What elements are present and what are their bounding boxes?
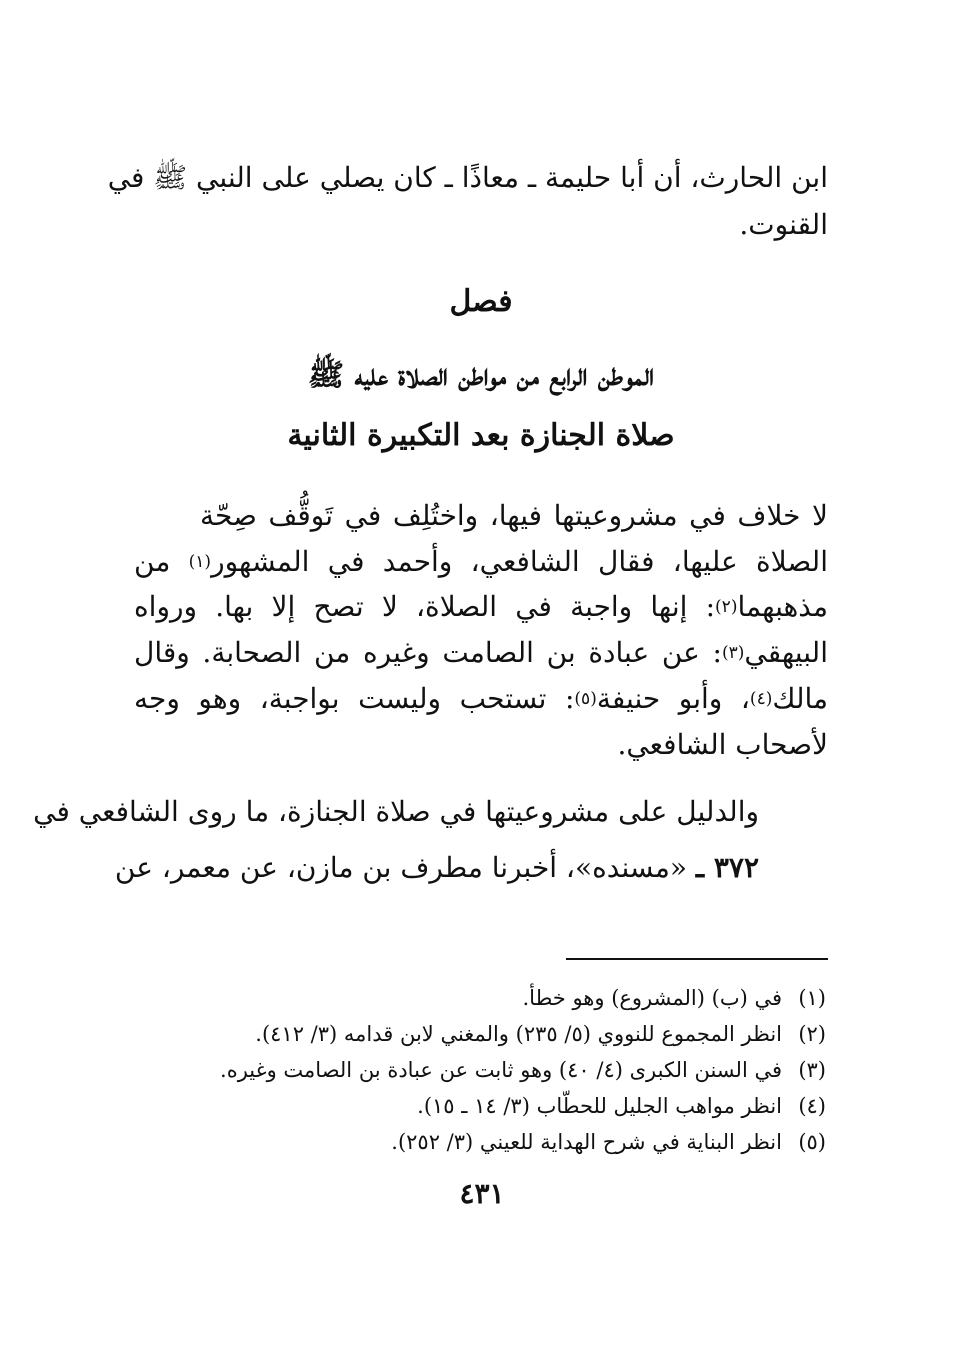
footnote-number: (٤) (798, 1094, 826, 1118)
paragraph1-text-6: لأصحاب الشافعي. (617, 728, 828, 761)
paragraph1-line-5 (134, 677, 828, 721)
section-label (134, 280, 828, 324)
paragraph1-text-4a: البيهقي (744, 636, 828, 669)
paragraph1-text-5c: : تستحب وليست بواجبة، وهو وجه (134, 682, 575, 715)
footnote-separator (566, 958, 828, 960)
page-number: ٤٣١ (459, 1177, 505, 1210)
paragraph1-line-3 (134, 585, 828, 629)
intro-text-2: القنوت. (739, 208, 828, 241)
paragraph2-line-1 (33, 790, 759, 834)
footnote-ref-4[interactable]: (٤) (749, 689, 773, 709)
section-subtitle (134, 414, 828, 458)
hadith-number: ٣٧٢ ـ (695, 851, 759, 884)
paragraph2-text-1: والدليل على مشروعيتها في صلاة الجنازة، ما روى الشافعي في (33, 795, 759, 828)
footnote-2 (200, 1018, 826, 1050)
footnote-text: في (ب) (المشروع) وهو خطأ. (522, 986, 782, 1010)
intro-text-1: ابن الحارث، أن أبا حليمة ـ معاذًا ـ كان يصلي على النبي ﷺ في (107, 161, 828, 194)
section-title-text: الموطن الرابع من مواطن الصلاة عليه ﷺ (307, 358, 655, 393)
footnote-number: (٥) (798, 1130, 826, 1154)
footnote-ref-3[interactable]: (٣) (721, 643, 745, 663)
paragraph1-text-4b: : عن عبادة بن الصامت وغيره من الصحابة. وقال (134, 636, 722, 669)
footnote-text: في السنن الكبرى (٤/ ٤٠) وهو ثابت عن عبادة بن الصامت وغيره. (220, 1058, 782, 1082)
intro-line-2 (134, 203, 828, 247)
paragraph2-line-2 (114, 846, 759, 890)
paragraph1-line-4 (134, 631, 828, 675)
footnote-number: (١) (798, 986, 826, 1010)
paragraph1-line-1 (200, 494, 828, 538)
footnote-1 (200, 982, 826, 1014)
paragraph1-text-2b: من (134, 545, 189, 578)
paragraph1-text-5a: مالك (772, 682, 829, 715)
footnote-3 (200, 1054, 826, 1086)
paragraph1-text-3b: : إنها واجبة في الصلاة، لا تصح إلا بها. ورواه (134, 590, 716, 623)
section-title (134, 354, 828, 398)
footnote-number: (٢) (798, 1022, 826, 1046)
intro-line-1 (107, 156, 828, 200)
footnote-5 (200, 1126, 826, 1158)
section-label-text: فصل (449, 284, 513, 319)
footnote-text: انظر البناية في شرح الهداية للعيني (٣/ ٢٥٢). (391, 1130, 782, 1154)
footnote-ref-5[interactable]: (٥) (574, 689, 597, 709)
footnote-text: انظر المجموع للنووي (٥/ ٢٣٥) والمغني لابن قدامه (٣/ ٤١٢). (255, 1022, 782, 1046)
section-subtitle-text: صلاة الجنازة بعد التكبيرة الثانية (287, 418, 675, 453)
footnote-4 (200, 1090, 826, 1122)
paragraph2-text-2: «مسنده»، أخبرنا مطرف بن مازن، عن معمر، عن (114, 851, 696, 884)
paragraph1-text-2a: الصلاة عليها، فقال الشافعي، وأحمد في المشهور (211, 545, 828, 578)
paragraph1-text-3a: مذهبهما (737, 590, 828, 623)
footnote-ref-1[interactable]: (١) (188, 552, 212, 572)
footnote-ref-2[interactable]: (٢) (715, 597, 738, 617)
footnote-text: انظر مواهب الجليل للحطّاب (٣/ ١٤ ـ ١٥). (417, 1094, 782, 1118)
footnote-number: (٣) (798, 1058, 826, 1082)
paragraph1-text-1: لا خلاف في مشروعيتها فيها، واختُلِف في تَوقُّف صِحّة (200, 499, 828, 532)
paragraph1-text-5b: ، وأبو حنيفة (596, 682, 750, 715)
paragraph1-line-6 (134, 723, 828, 767)
paragraph1-line-2 (134, 540, 828, 584)
